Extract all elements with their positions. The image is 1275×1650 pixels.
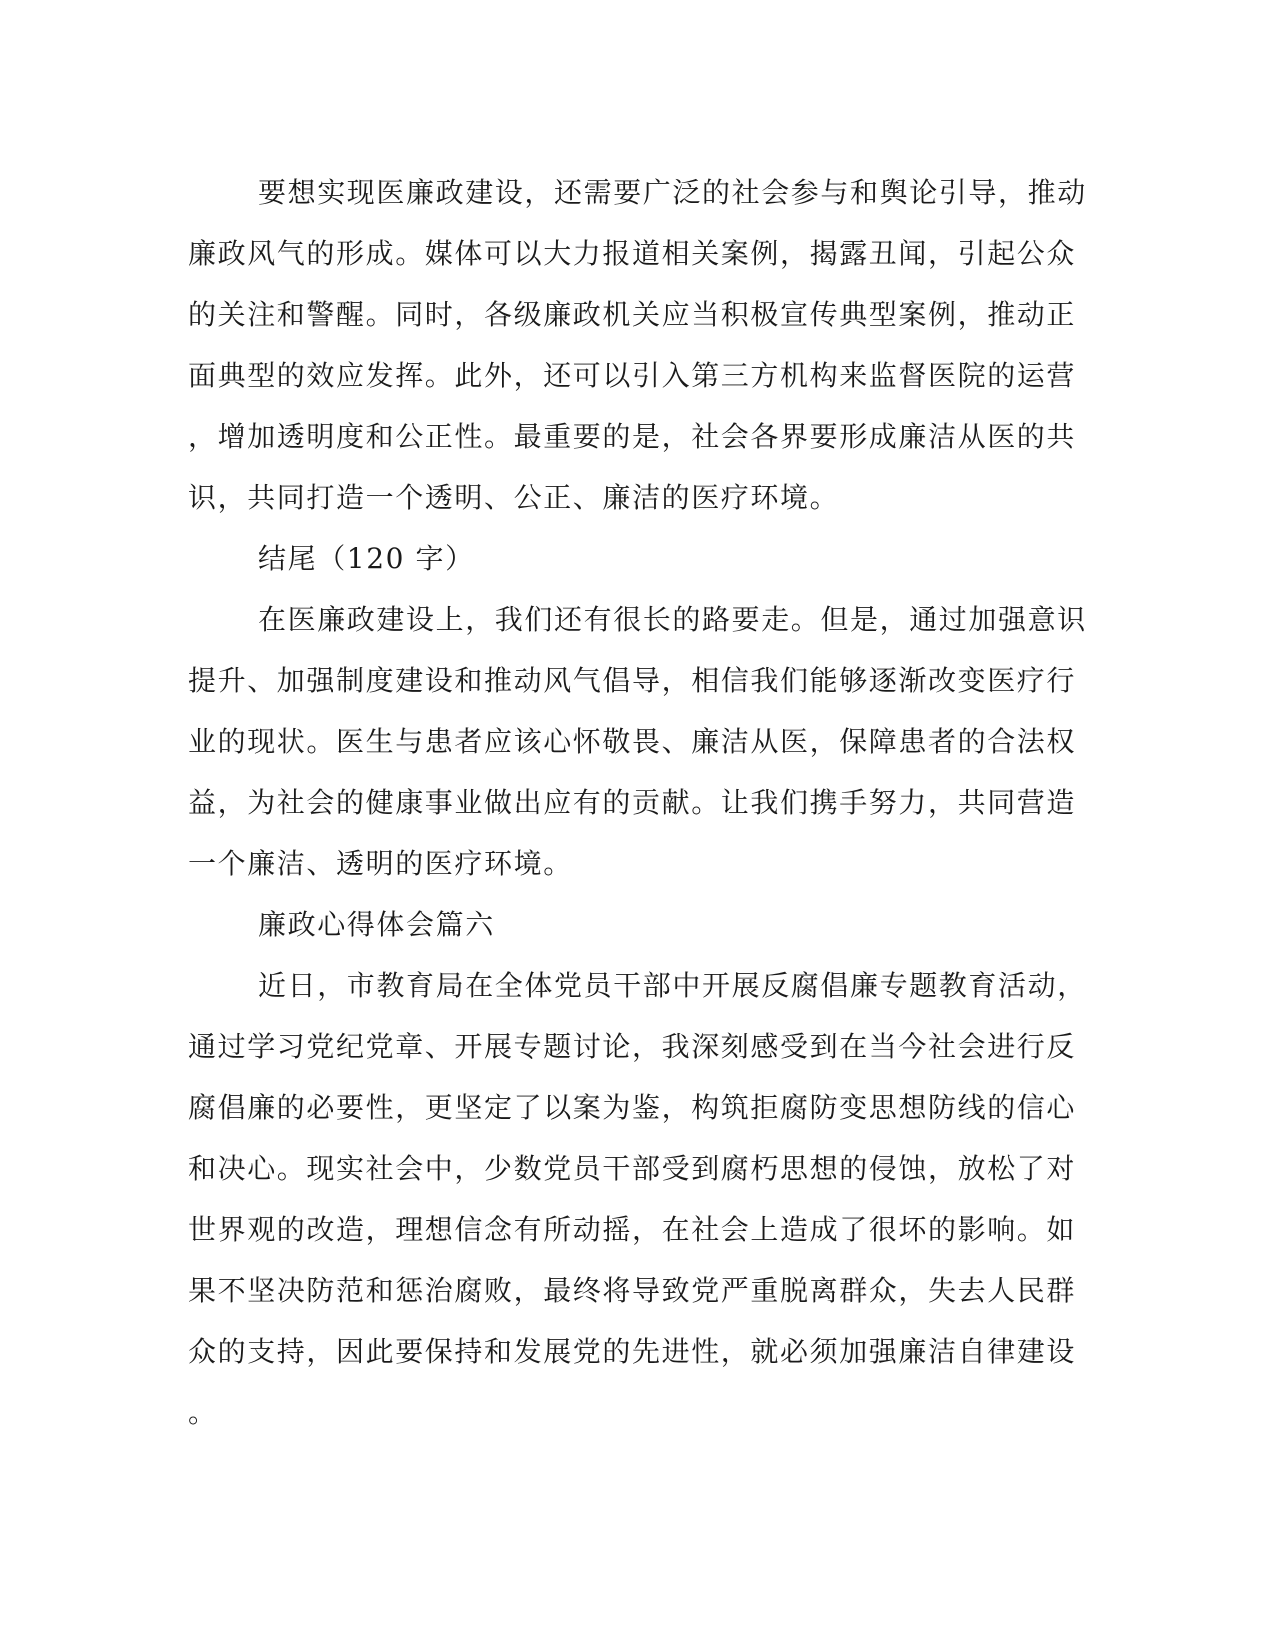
text-line: 一个廉洁、透明的医疗环境。 — [188, 847, 573, 880]
document-body — [188, 162, 1087, 1443]
text-line: 。 — [188, 1396, 218, 1429]
text-line: 廉政风气的形成。媒体可以大力报道相关案例，揭露丑闻，引起公众 — [188, 237, 1077, 270]
text-line: 和决心。现实社会中，少数党员干部受到腐朽思想的侵蚀，放松了对 — [188, 1152, 1077, 1185]
text-line: 腐倡廉的必要性，更坚定了以案为鉴，构筑拒腐防变思想防线的信心 — [188, 1091, 1077, 1124]
text-line: 要想实现医廉政建设，还需要广泛的社会参与和舆论引导，推动 — [258, 176, 1087, 209]
section-heading: 结尾（120 字） — [258, 542, 475, 575]
text-line: 提升、加强制度建设和推动风气倡导，相信我们能够逐渐改变医疗行 — [188, 664, 1077, 697]
text-line: 世界观的改造，理想信念有所动摇，在社会上造成了很坏的影响。如 — [188, 1213, 1077, 1246]
text-line: 众的支持，因此要保持和发展党的先进性，就必须加强廉洁自律建设 — [188, 1335, 1077, 1368]
text-line: 近日，市教育局在全体党员干部中开展反腐倡廉专题教育活动， — [258, 969, 1087, 1002]
text-line: 识，共同打造一个透明、公正、廉洁的医疗环境。 — [188, 481, 840, 514]
text-line: 果不坚决防范和惩治腐败，最终将导致党严重脱离群众，失去人民群 — [188, 1274, 1077, 1307]
text-line: 通过学习党纪党章、开展专题讨论，我深刻感受到在当今社会进行反 — [188, 1030, 1077, 1063]
text-line: ，增加透明度和公正性。最重要的是，社会各界要形成廉洁从医的共 — [188, 420, 1077, 453]
section-heading: 廉政心得体会篇六 — [258, 908, 495, 941]
text-line: 面典型的效应发挥。此外，还可以引入第三方机构来监督医院的运营 — [188, 359, 1077, 392]
text-line: 益，为社会的健康事业做出应有的贡献。让我们携手努力，共同营造 — [188, 786, 1077, 819]
text-line: 在医廉政建设上，我们还有很长的路要走。但是，通过加强意识 — [258, 603, 1087, 636]
text-line: 的关注和警醒。同时，各级廉政机关应当积极宣传典型案例，推动正 — [188, 298, 1077, 331]
text-line: 业的现状。医生与患者应该心怀敬畏、廉洁从医，保障患者的合法权 — [188, 725, 1077, 758]
